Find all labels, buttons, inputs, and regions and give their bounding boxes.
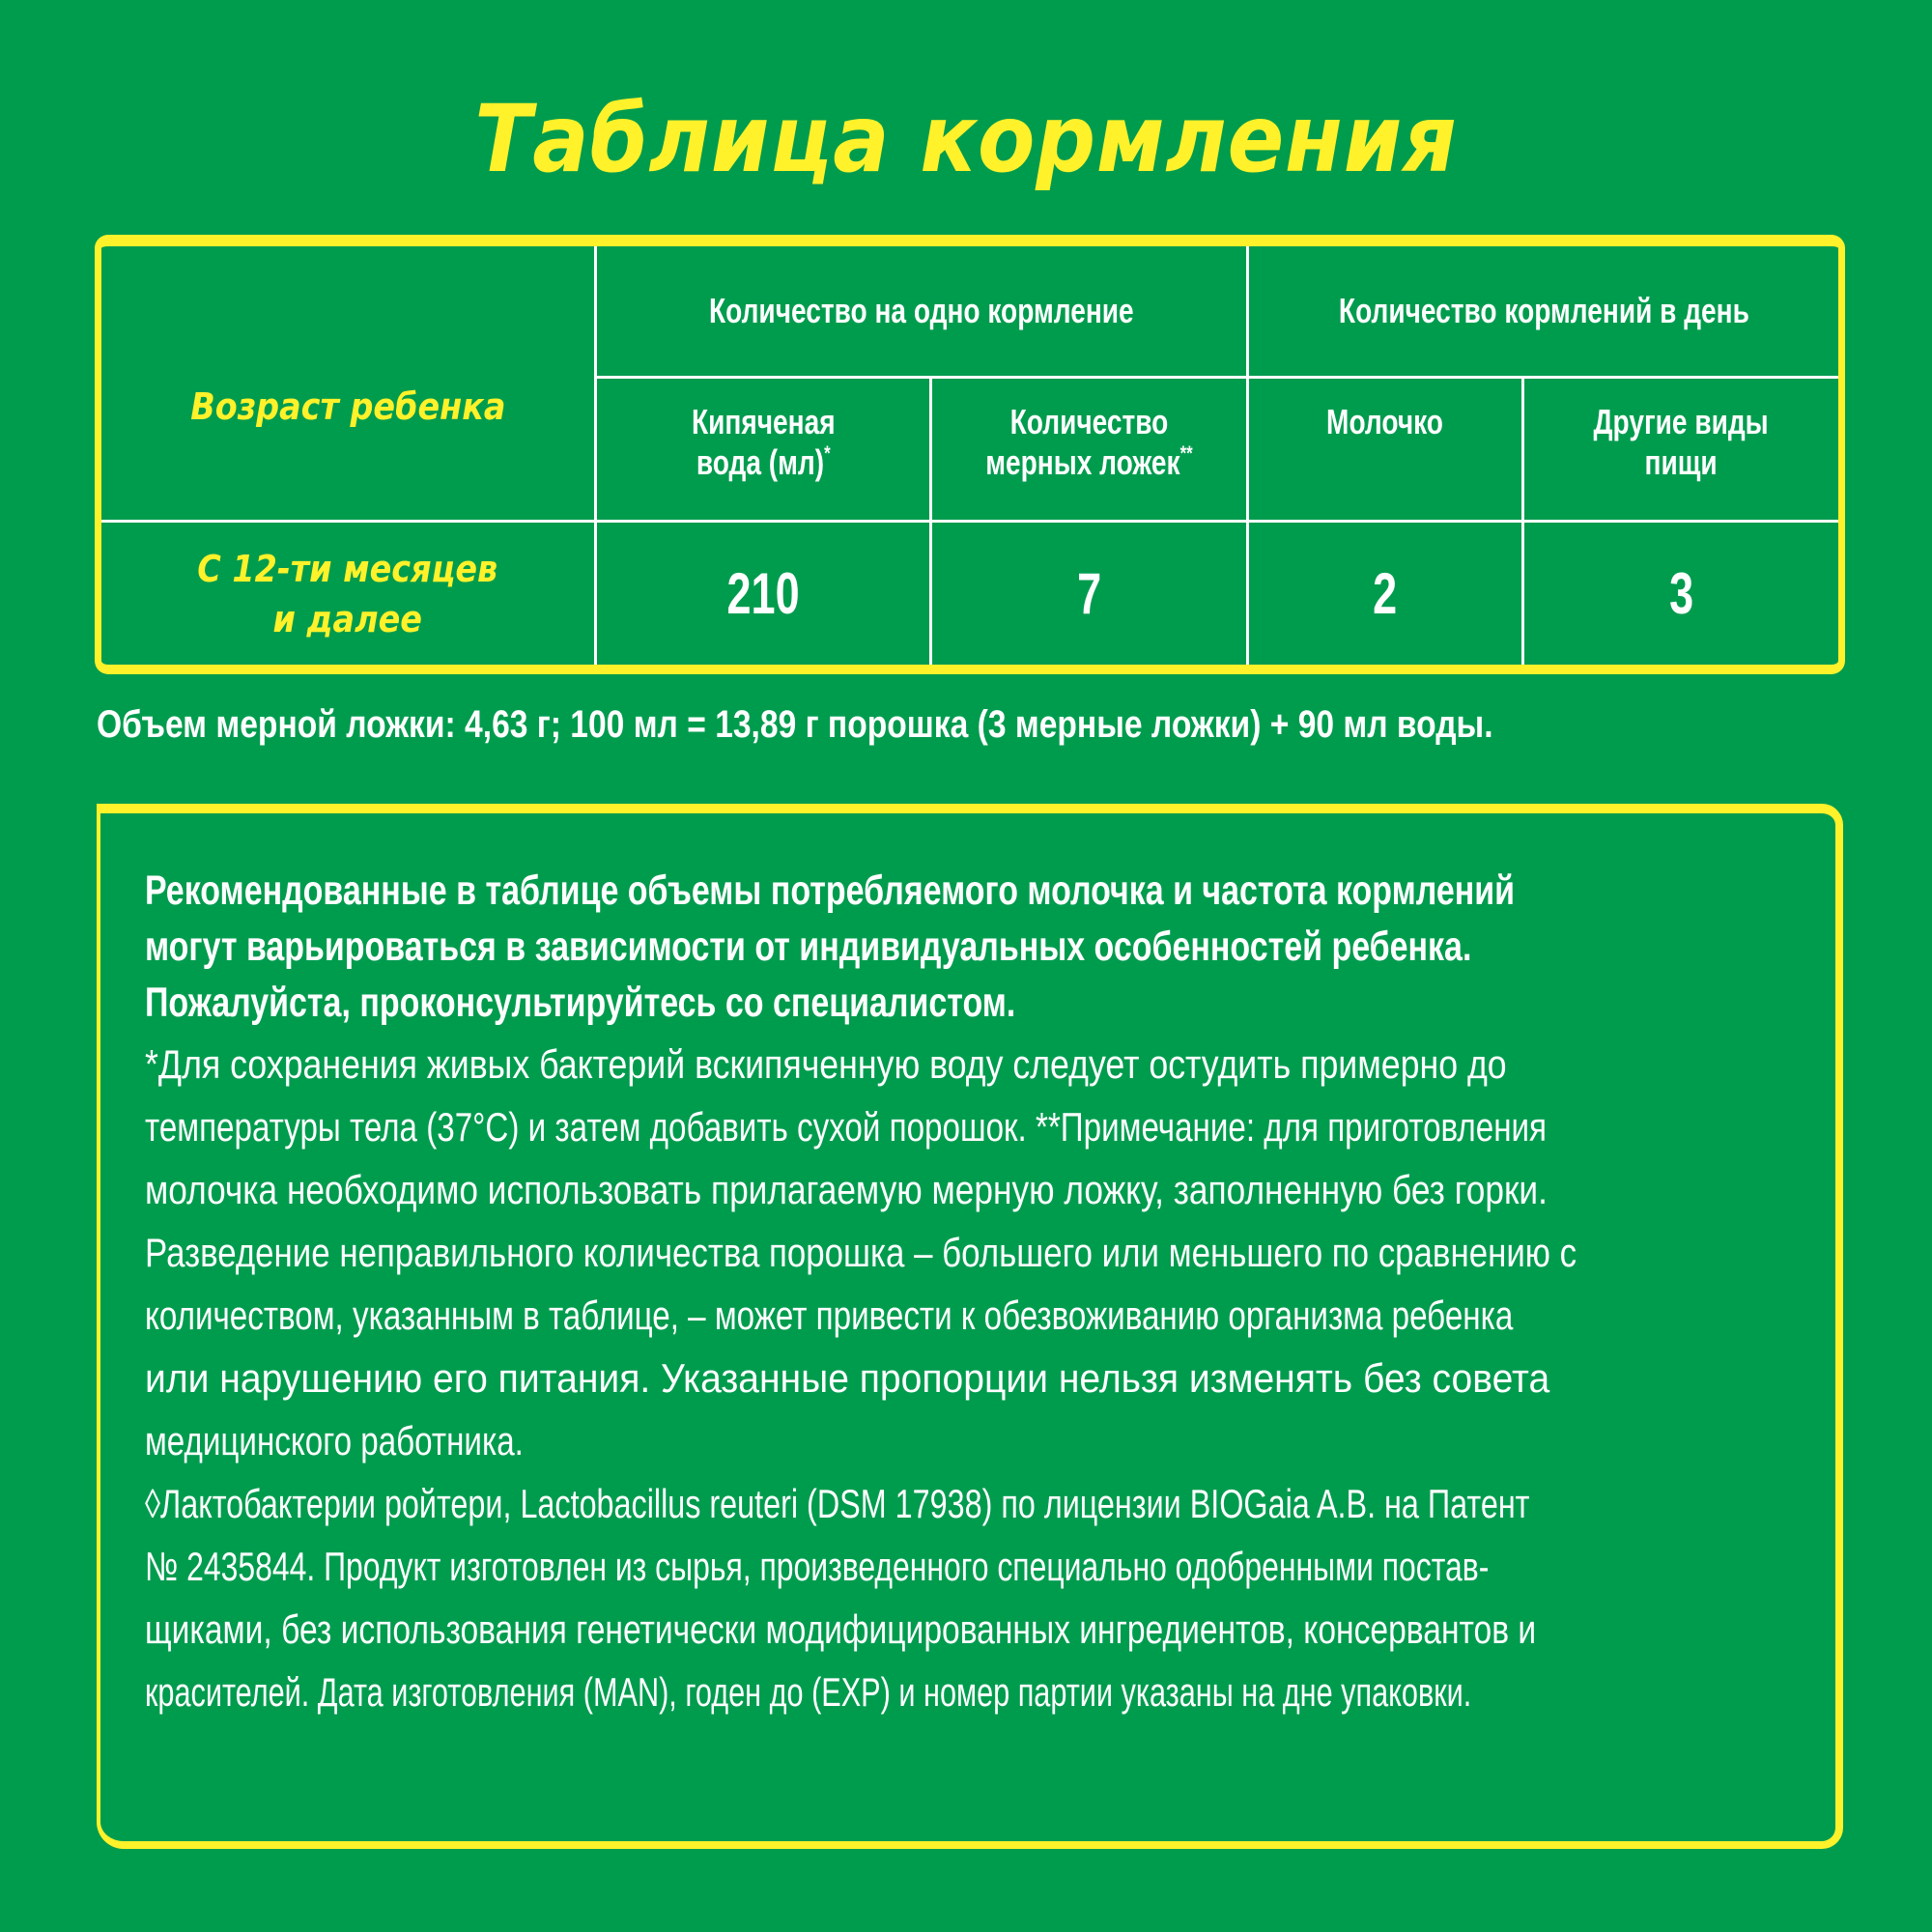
footnote-line: Разведение неправильного количества порошка – большего или меньшего по сравнению с — [145, 1230, 1577, 1275]
other-food-feedings-value: 3 — [1668, 561, 1694, 626]
footnote-line: ◊Лактобактерии ройтери, Lactobacillus reuteri (DSM 17938) по лицензии BIOGaia A.B. на Патент — [145, 1481, 1530, 1526]
group-header-per-feeding: Количество на одно кормление — [709, 291, 1134, 330]
recommendation-line: Пожалуйста, проконсультируйтесь со специалистом. — [145, 980, 1016, 1026]
sub-header-scoops-line1: Количество — [1009, 402, 1169, 441]
footnote-line: медицинского работника. — [145, 1418, 524, 1463]
sub-header-scoops-line2: мерных ложек — [985, 442, 1180, 482]
page-title: Таблица кормления — [474, 85, 1458, 193]
sub-header-cell — [1524, 379, 1838, 520]
sub-header-cell — [932, 379, 1246, 520]
age-header-cell — [101, 246, 594, 520]
footnote-line: количеством, указанным в таблице, – может привести к обезвоживанию организма ребенка — [145, 1293, 1514, 1338]
footnote-mark: ** — [1179, 440, 1193, 465]
scoops-value: 7 — [1076, 561, 1102, 626]
recommendation-text — [145, 863, 1799, 1031]
footnote-line: щиками, без использования генетически модифицированных ингредиентов, консервантов и — [145, 1606, 1537, 1652]
table-cell-water — [597, 523, 929, 665]
sub-header-cell — [597, 379, 929, 520]
footnote-line: *Для сохранения живых бактерий вскипяченную воду следует остудить примерно до — [145, 1041, 1507, 1087]
sub-header-cell — [1249, 379, 1521, 520]
water-ml-value: 210 — [726, 561, 800, 626]
feeding-table — [95, 235, 1845, 674]
footnote-line: или нарушению его питания. Указанные пропорции нельзя изменять без совета — [145, 1355, 1550, 1401]
group-header-cell — [597, 246, 1246, 376]
recommendation-line: Рекомендованные в таблице объемы потребляемого молочка и частота кормлений — [145, 867, 1516, 914]
sub-header-water-line1: Кипяченая — [691, 402, 836, 441]
table-cell-scoops — [932, 523, 1246, 665]
age-value-line1: С 12-ти месяцев — [197, 547, 498, 590]
sub-header-other-food-line1: Другие виды — [1593, 402, 1770, 441]
sub-header-water-line2: вода (мл) — [696, 442, 824, 482]
age-value-line2: и далее — [272, 597, 423, 640]
table-row-age-cell — [101, 523, 594, 665]
group-header-feedings-per-day: Количество кормлений в день — [1338, 291, 1749, 330]
table-cell-other-food — [1524, 523, 1838, 665]
milk-feedings-value: 2 — [1373, 561, 1398, 626]
footnote-line: молочка необходимо использовать прилагаемую мерную ложку, заполненную без горки. — [145, 1167, 1548, 1212]
footnote-line: красителей. Дата изготовления (MAN), годен до (EXP) и номер партии указаны на дне упаковки. — [145, 1669, 1472, 1715]
footnote-line: № 2435844. Продукт изготовлен из сырья, произведенного специально одобренными постав- — [145, 1544, 1490, 1589]
recommendation-line: могут варьироваться в зависимости от индивидуальных особенностей ребенка. — [145, 923, 1472, 970]
table-cell-milk — [1249, 523, 1521, 665]
footnote-mark: * — [823, 440, 831, 465]
notes-block — [145, 863, 1799, 1723]
sub-header-other-food-line2: пищи — [1644, 442, 1719, 482]
footnotes-text — [145, 1033, 1799, 1723]
age-header: Возраст ребенка — [189, 384, 506, 428]
scoop-measure-note: Объем мерной ложки: 4,63 г; 100 мл = 13,89 г порошка (3 мерные ложки) + 90 мл воды. — [97, 703, 1493, 746]
footnote-line: температуры тела (37°C) и затем добавить сухой порошок. **Примечание: для приготовления — [145, 1104, 1548, 1150]
group-header-cell — [1249, 246, 1838, 376]
sub-header-milk: Молочко — [1326, 402, 1444, 441]
